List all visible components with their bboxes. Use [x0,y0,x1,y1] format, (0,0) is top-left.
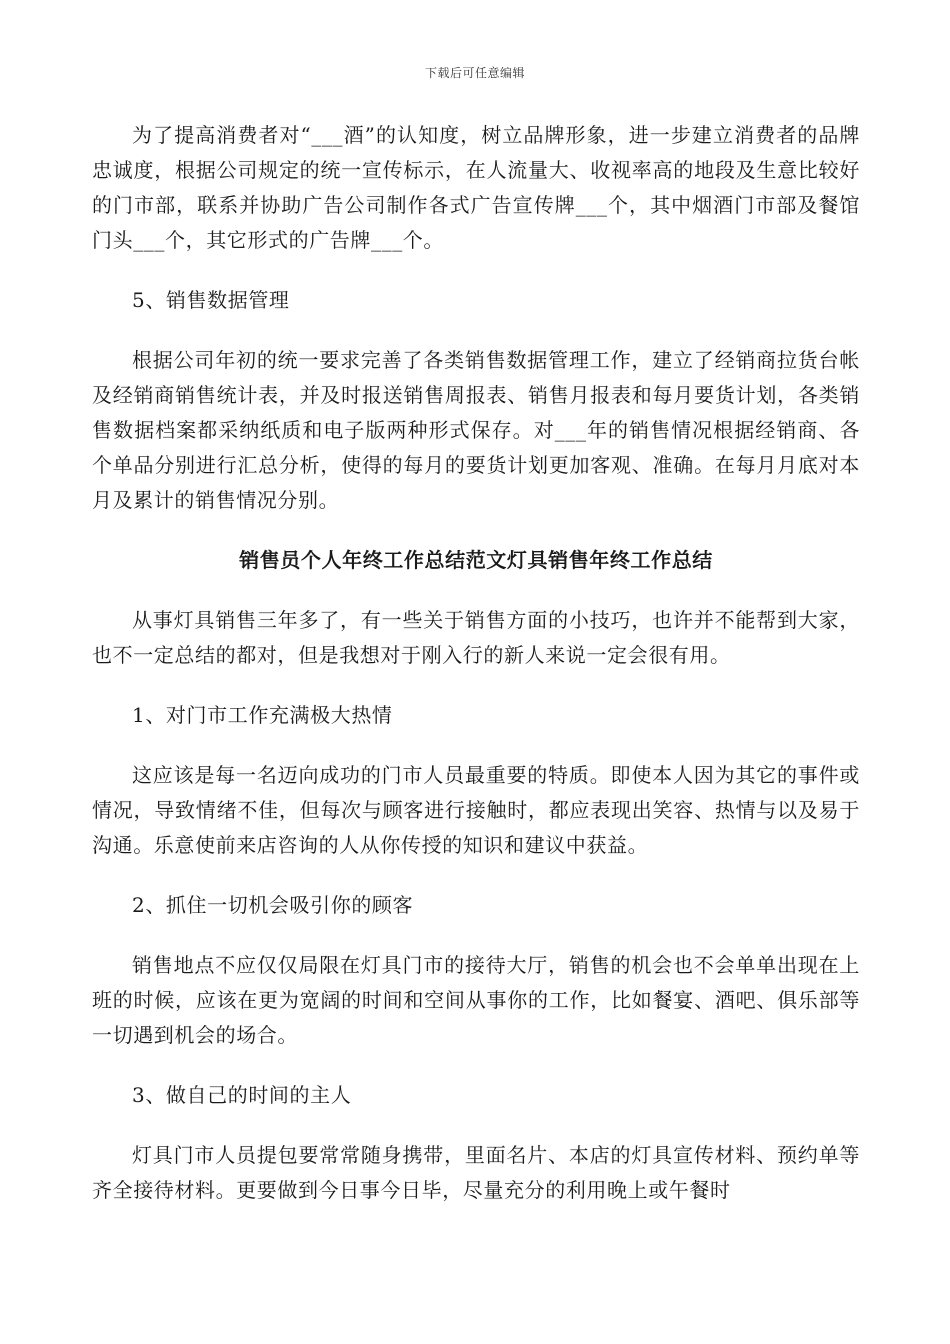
document-title: 销售员个人年终工作总结范文灯具销售年终工作总结 [239,548,713,572]
paragraph-brand-promotion: 为了提高消费者对“___酒”的认知度，树立品牌形象，进一步建立消费者的品牌忠诚度，根据公司规定的统一宣传标示，在人流量大、收视率高的地段及生意比较好的门市部，联系并协助广告公司制作各式广告宣传牌___个，其中烟酒门市部及餐馆门头___个，其它形式的广告牌___个。 [92,123,860,252]
section-heading-enthusiasm: 1、对门市工作充满极大热情 [132,703,393,727]
page-header-note: 下载后可任意编辑 [424,66,525,80]
paragraph-time-management: 灯具门市人员提包要常常随身携带，里面名片、本店的灯具宣传材料、预约单等齐全接待材料。更要做到今日事今日毕，尽量充分的利用晚上或午餐时 [92,1143,860,1202]
paragraph-sales-data: 根据公司年初的统一要求完善了各类销售数据管理工作，建立了经销商拉货台帐及经销商销售统计表，并及时报送销售周报表、销售月报表和每月要货计划，各类销售数据档案都采纳纸质和电子版两种形式保存。对___年的销售情况根据经销商、各个单品分别进行汇总分析，使得的每月的要货计划更加客观、准确。在每月月底对本月及累计的销售情况分别。 [92,348,860,512]
section-heading-opportunities: 2、抓住一切机会吸引你的顾客 [132,893,414,917]
paragraph-intro: 从事灯具销售三年多了，有一些关于销售方面的小技巧，也许并不能帮到大家，也不一定总结的都对，但是我想对于刚入行的新人来说一定会很有用。 [92,608,860,667]
section-heading-time-management: 3、做自己的时间的主人 [132,1083,352,1107]
document-body [92,118,860,1233]
paragraph-enthusiasm: 这应该是每一名迈向成功的门市人员最重要的特质。即使本人因为其它的事件或情况，导致情绪不佳，但每次与顾客进行接触时，都应表现出笑容、热情与以及易于沟通。乐意使前来店咨询的人从你传授的知识和建议中获益。 [92,763,860,857]
section-heading-sales-data: 5、销售数据管理 [132,288,290,312]
paragraph-opportunities: 销售地点不应仅仅局限在灯具门市的接待大厅，销售的机会也不会单单出现在上班的时候，应该在更为宽阔的时间和空间从事你的工作，比如餐宴、酒吧、俱乐部等一切遇到机会的场合。 [92,953,860,1047]
